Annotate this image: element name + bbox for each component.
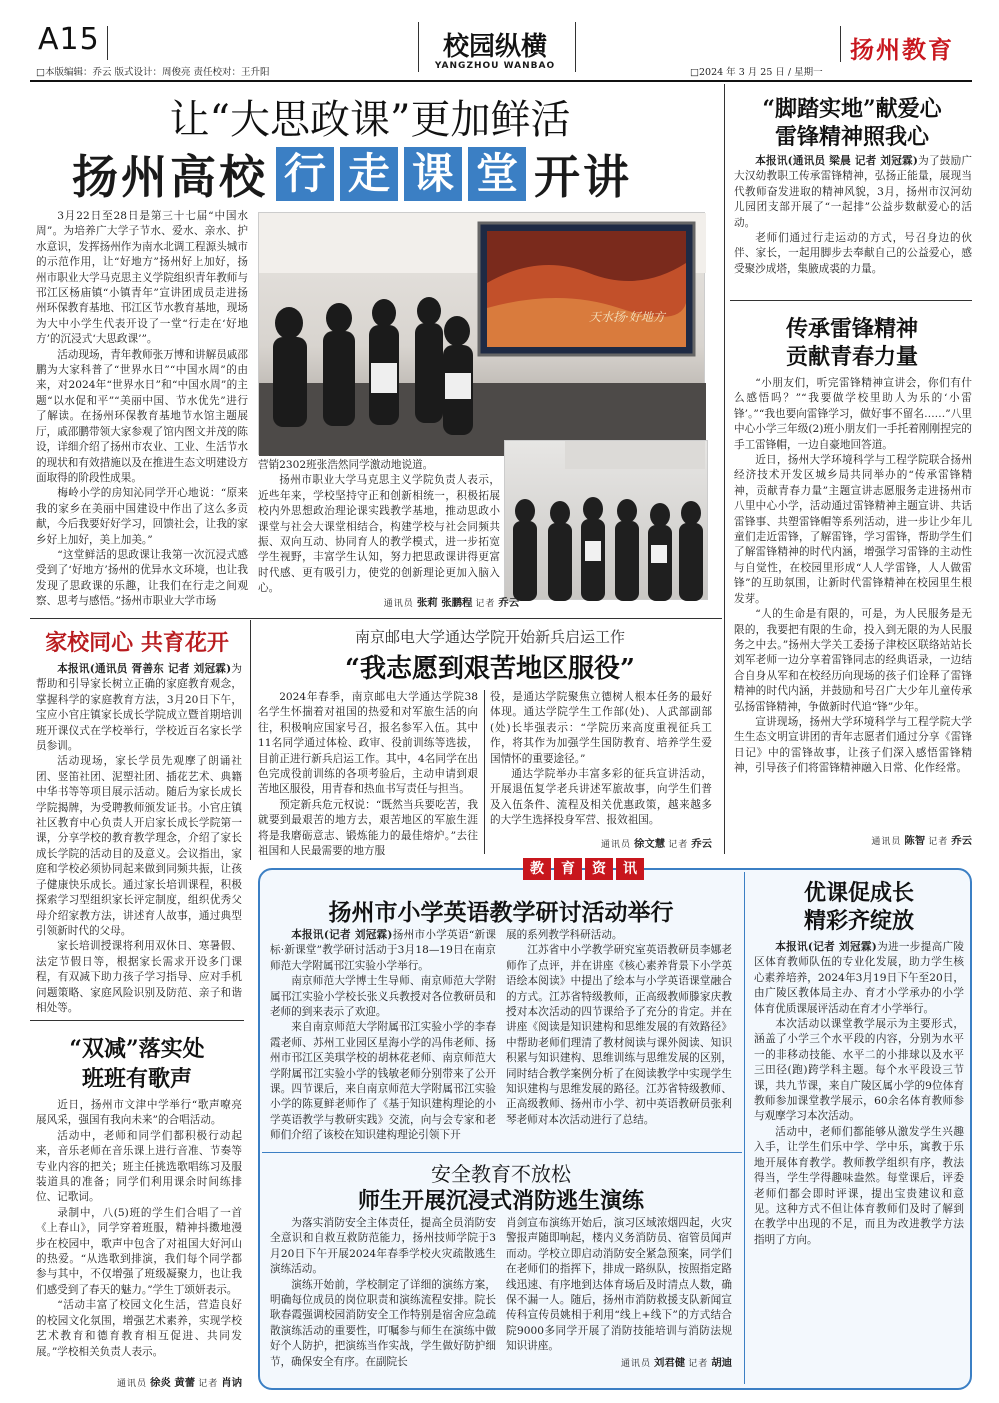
byline-role: 通讯员 — [383, 599, 414, 609]
box-col4 — [506, 1216, 732, 1353]
mid-col1 — [258, 690, 478, 862]
mid-byline — [490, 835, 712, 850]
box-right-title-a: 优课促成长 — [803, 880, 914, 906]
lead-byline-wrap — [290, 592, 610, 609]
byline-lead: (记者 刘冠霖) — [323, 929, 393, 941]
photo-exhibition-hall — [258, 212, 705, 455]
right-body-2 — [734, 376, 972, 824]
byline-names: 徐炎 黄蕾 — [150, 1377, 196, 1389]
title-char-box: 堂 — [468, 147, 526, 201]
byline-names: 陈智 — [904, 835, 926, 847]
box-paragraph — [270, 928, 496, 974]
box-paragraph: 来自南京师范大学附属邗江实验小学的李春霞老师、苏州工业园区星海小学的冯伟老师、扬州市邗江区美琪学校的胡林花老师、南京师范大学附属邗江实验小学的钱敏老师分别带来了公开课。四节课后，来自南京师范大学附属邗江实验小学的陈夏鲜老师作了《基于知识建构理论的小学英语教学与教研实践》交流，向与会专家和老师们介绍了该校在知识建构理论引领下开 — [270, 1021, 496, 1142]
right-byline-wrap — [734, 830, 972, 847]
lead-title-post: 开讲 — [534, 150, 632, 204]
column-rule — [744, 872, 745, 1384]
box-right-title-b: 精彩齐绽放 — [803, 908, 914, 934]
page-number: A15 — [38, 22, 100, 57]
masthead-divider — [840, 26, 841, 62]
lead-paragraph: 3月22日至28日是第三十七届“中国水周”。为培养广大学子节水、爱水、亲水、护水意识，发挥扬州作为南水北调工程源头城市的示范作用，让“好地方”扬州好上加好，扬州市职业大学马克思主义学院组织青年教师与邗江区杨庙镇“小镇青年”宣讲团成员走进扬州环保教育基地、邗江区节水教育基地，现场为大中小学生代表开设了一堂“行走在‘好地方’的沉浸式‘大思政课’”。 — [36, 210, 248, 346]
byline-role: 记者 — [668, 840, 689, 850]
box-title-2b: 师生开展沉浸式消防逃生演练 — [357, 1188, 644, 1214]
byline-role: 通讯员 — [621, 1359, 652, 1369]
masthead-divider — [107, 26, 108, 60]
byline-names: 乔云 — [498, 597, 520, 609]
box-col1 — [270, 928, 496, 1152]
lead-byline — [290, 594, 610, 609]
section-rule — [262, 1152, 742, 1153]
issue-date: □2024 年 3 月 25 日 / 星期一 — [690, 67, 823, 78]
masthead-editors: □本版编辑：乔云 版式设计：周俊亮 责任校对：王升阳 — [36, 67, 270, 78]
section-rule — [730, 300, 972, 301]
mid-paragraph: 2024年春季，南京邮电大学通达学院38名学生怀揣着对祖国的热爱和对军旅生活的向往，积极响应国家号召，报名参军入伍。其中11名同学通过体检、政审、役前训练等选拔，目前正进行新兵启运工作。其中，4名同学在出色完成役前训练的各项考验后，主动申请到艰苦地区服役，用青春和热血书写责任与担当。 — [258, 691, 478, 796]
badge-char: 资 — [585, 858, 613, 880]
column-rule — [250, 620, 251, 860]
mid-kicker: 南京邮电大学通达学院开始新兵启运工作 — [354, 628, 625, 646]
right-body-1 — [734, 154, 972, 294]
box-paragraph: 肖剑宣布演练开始后，演习区域浓烟四起，火灾警报声随即响起，楼内义务消防员、宿管员闻声而动。学校立即启动消防安全紧急预案，同学们在老师们的指挥下，排成一路纵队，按照指定路线迅速、有序地到达体育场后及时清点人数，确保不漏一人。随后，扬州市消防救援支队新闻宣传科宣传员姚相于利用“线上+线下”的方式结合院9000多同学开展了消防技能培训与消防法规知识讲座。 — [506, 1217, 732, 1353]
column-rule — [484, 690, 485, 854]
box-right-body — [754, 940, 964, 1380]
section-rule — [30, 1020, 244, 1021]
lead-kicker: 让“大思政课”更加鲜活 — [169, 97, 571, 143]
byline-names: 张莉 张鹏程 — [416, 597, 473, 609]
right-paragraph — [734, 154, 972, 231]
right-paragraph: “人的生命是有限的，可是，为人民服务是无限的，我要把有限的生命，投入到无限的为人民服务之中去。”扬州大学关工委扬子津校区联络站站长刘军老师一边分享着雷锋同志的经典语录，一边结合自身从军和在校经历向现场的孩子们诠释了雷锋精神的时代内涵，并鼓励和号召广大少年儿童传承弘扬雷锋精神，争做新时代追“锋”少年。 — [734, 608, 972, 713]
brand-logo: 扬州教育 — [850, 35, 954, 64]
box-paragraph — [754, 940, 964, 1017]
box-badge — [523, 858, 644, 880]
right-paragraph: 近日，扬州大学环境科学与工程学院联合扬州经济技术开发区城乡局共同举办的“传承雷锋精神，贡献青春力量”主题宣讲志愿服务走进扬州市八里中心小学，活动通过雷锋精神主题宣讲、共话雷锋事、共塑雷锋帽等系列活动，进一步让少年儿童们走近雷锋，了解雷锋，学习雷锋，帮助学生们了解雷锋精神的时代内涵，增强学习雷锋的主动性与自觉性，在校园里形成“人人学雷锋，人人做雷锋”的互助氛围，让新时代雷锋精神在校园里生根发芽。 — [734, 454, 972, 605]
box-title: 扬州市小学英语教学研讨活动举行 — [328, 899, 674, 926]
badge-char: 讯 — [616, 858, 644, 880]
byline-role: 记者 — [198, 1379, 219, 1389]
section-rule — [30, 618, 722, 619]
left-title-2b: 班班有歌声 — [81, 1066, 192, 1092]
right-byline — [734, 832, 972, 847]
paragraph-text: 为帮助和引导家长树立正确的家庭教育观念，掌握科学的家庭教育方法，3月20日下午，宝应小官庄镇家长成长学院成立暨首期培训班开课仪式在学校举行，学校近百名家长学员参训。 — [36, 663, 243, 753]
byline-lead: (通讯员 胥善东 记者 刘冠霖) — [89, 663, 232, 675]
lead-paragraph: 扬州市职业大学马克思主义学院负责人表示，近些年来，学校坚持守正和创新相统一，积极拓展校内外思想政治理论课实践教学基地，推动思政小课堂与社会大课堂相结合，构建学校与社会同频共振、双向互动、协同育人的教学模式，进一步拓宽学生视野，丰富学生认知，努力把思政课讲得更富时代感、更有吸引力，使党的创新理论更加入脑入心。 — [258, 474, 500, 595]
left-paragraph: “活动丰富了校园文化生活，营造良好的校园文化氛围，增强艺术素养，实现学校艺术教育和德育教育相互促进、共同发展。”学校相关负责人表示。 — [36, 1299, 242, 1358]
left-title-2a: “双减”落实处 — [69, 1036, 205, 1062]
masthead-divider — [418, 22, 419, 72]
lead-paragraph: 梅岭小学的房知沁同学开心地说：“原来我的家乡在美丽中国建设中作出了这么多贡献，今后我要好好学习，回馈社会，让我的家乡好上加好，美上加美。” — [36, 487, 248, 546]
box-byline-wrap — [506, 1352, 732, 1369]
byline-role: 通讯员 — [601, 840, 632, 850]
byline-names: 徐文慧 — [634, 838, 666, 850]
photo-illustration — [505, 441, 709, 601]
box-paragraph: 江苏省中小学教学研究室英语教研员李娜老师作了点评，并在讲座《核心素养背景下小学英语绘本阅读》中提出了绘本与小学英语课堂融合的方式。江苏省特级教师，正高级教师滕家庆教授对本次活动的四节课给予了充分的肯定。并在讲座《阅读是知识建构和思维发展的有效路径》中帮助老师们理清了教材阅读与课外阅读、知识积累与知识建构、思维训练与思维发展的区别，同时结合教学案例分析了在阅读教学中实现学生知识建构与思维发展的路径。江苏省特级教师、正高级教师、扬州市小学、初中英语教研员张利琴老师对本次活动进行了总结。 — [506, 944, 732, 1126]
left-paragraph: 录制中，八(5)班的学生们合唱了一首《上春山》，同学穿着班服，精神抖擞地漫步在校园中，歌声中包含了对祖国大好河山的热爱。“从选歌到排演，我们每个同学都参与其中，不仅增强了班级凝聚力，也让我们感受到了春天的魅力。”学生丁颂妍表示。 — [36, 1206, 242, 1296]
paragraph-text: 为进一步提高广陵区体育教师队伍的专业化发展，助力学生核心素养培养，2024年3月19日下午至20日，由广陵区教体局主办、育才小学承办的小学体育优质课展评活动在育才小学举行。 — [754, 941, 965, 1015]
right-title-1b: 雷锋精神照我心 — [774, 124, 929, 150]
badge-char: 育 — [554, 858, 582, 880]
byline-lead: 本报讯 — [291, 929, 324, 941]
byline-lead: 本报讯 — [755, 155, 788, 167]
left-paragraph: 近日，扬州市文津中学举行“歌声嘹亮展风采，强国有我向未来”的合唱活动。 — [36, 1099, 242, 1127]
paragraph-text: 扬州市小学英语“新课标·新课堂”教学研讨活动于3月18—19日在南京师范大学附属邗江实验小学举行。 — [270, 929, 497, 972]
mid-paragraph: 役，是通达学院聚焦立德树人根本任务的最好体现。通达学院学生工作部(处)、人武部副部(处)长毕强表示：“学院历来高度重视征兵工作，将其作为加强学生国防教育、培养学生爱国情怀的重要途径。” — [490, 691, 712, 765]
right-paragraph: 宣讲现场，扬州大学环境科学与工程学院大学生生态文明宣讲团的青年志愿者们通过分享《雷锋日记》中的雷锋故事，让孩子们深入感悟雷锋精神，引导孩子们将雷锋精神融入日常、化作经常。 — [734, 715, 972, 775]
right-title-1a: “脚踏实地”献爱心 — [762, 96, 942, 122]
lead-col2 — [258, 458, 500, 595]
box-paragraph: 本次活动以课堂教学展示为主要形式，涵盖了小学三个水平段的内容，分别为水平一的非移动技能、水平二的小排球以及水平三田径(跑)跨学科主题。每个水平段设三节课，共九节课，来自广陵区属小学的9位体育教师参加课堂教学展示，60余名体育教师参与观摩学习本次活动。 — [754, 1018, 964, 1123]
left-col-body-2 — [36, 1098, 242, 1364]
byline-names: 乔云 — [951, 835, 972, 847]
left-paragraph — [36, 662, 242, 754]
paper-en-name: YANGZHOU WANBAO — [434, 61, 556, 71]
paragraph-text: 为了鼓励广大汉幼教职工传承雷锋精神，弘扬正能量，展现当代教师奋发进取的精神风貌，3月，扬州市汉河幼儿园团支部开展了“一起排”公益步数献爱心的活动。 — [734, 155, 973, 229]
mid-paragraph: 预定新兵危元权说：“既然当兵要吃苦，我就要到最艰苦的地方去，艰苦地区的军旅生涯将是我磨砺意志、锻炼能力的最佳熔炉。”去往祖国和人民最需要的地方服 — [258, 798, 478, 858]
screen-caption: 天水扬·好地方 — [589, 310, 665, 324]
right-paragraph: “小朋友们，听完雷锋精神宣讲会，你们有什么感悟吗？”“我要做学校里助人为乐的‘小雷锋’。”“我也要向雷锋学习，做好事不留名……”八里中心小学三年级(2)班小朋友们一手托着刚刚捏完的手工雷锋帽，一边自豪地回答道。 — [734, 377, 972, 451]
box-byline — [506, 1354, 732, 1369]
box-paragraph: 活动中，老师们都能够从激发学生兴趣入手，让学生们乐中学、学中乐，寓教于乐地开展体育教学。教师教学组织有序，教法得当，学生学得趣味盎然。每堂课后，评委老师们都会即时评课，提出宝贵建议和意见。这种方式不但让体育教师们及时了解到在教学中出现的不足，而且为改进教学方法指明了方向。 — [754, 1125, 964, 1246]
masthead-rule — [30, 80, 972, 82]
byline-role: 记者 — [475, 599, 496, 609]
lead-col1 — [36, 209, 248, 607]
box-paragraph: 展的系列教学科研活动。 — [506, 929, 623, 941]
left-paragraph: 家长培训授课将利用双休日、寒暑假、法定节假日等，根据家长需求开设多门课程，有双减下助力孩子学习指导、应对手机问题策略、家庭风险识别及防范、亲子和谐相处等。 — [36, 940, 242, 1014]
section-title: 校园纵横 — [442, 32, 547, 62]
mid-title: “我志愿到艰苦地区服役” — [345, 654, 635, 684]
lead-title-pre: 扬州高校 — [72, 150, 268, 204]
byline-lead: 本报讯 — [775, 941, 808, 953]
lead-paragraph: 营销2302班张浩然同学激动地说道。 — [258, 459, 434, 471]
mid-byline-wrap — [490, 833, 712, 850]
photo-students-group — [504, 440, 708, 600]
title-char-box: 行 — [276, 147, 334, 201]
byline-lead: (通讯员 梁晨 记者 刘冠霖) — [787, 155, 918, 167]
box-paragraph: 南京师范大学博士生导师、南京师范大学附属邗江实验小学校长张义兵教授对各位教研员和老师的到来表示了欢迎。 — [270, 975, 496, 1019]
byline-lead: 本报讯 — [57, 663, 90, 675]
box-col3 — [270, 1216, 496, 1368]
box-paragraph: 演练开始前，学校制定了详细的演练方案，明确每位成员的岗位职责和演练流程安排。院长耿春霞强调校园消防安全工作特别是宿舍应急疏散演练活动的重要性，叮嘱参与师生在演练中做好个人防护，把演练当作实战，学生做好防护细节，确保安全有序。在副院长 — [270, 1278, 496, 1368]
column-rule — [724, 84, 725, 854]
left-col-body — [36, 662, 242, 1012]
box-col2 — [506, 928, 732, 1152]
left-paragraph: 活动中，老师和同学们都积极行动起来，音乐老师在音乐课上进行音准、节奏等专业内容的把关；班主任挑选歌唱练习及服装道具的准备；同学们利用课余时间练排位、记歌词。 — [36, 1129, 242, 1204]
left-title: 家校同心 共育花开 — [45, 630, 229, 656]
right-title-2b: 贡献青春力量 — [785, 344, 918, 370]
byline-lead: (记者 刘冠霖) — [807, 941, 877, 953]
masthead-divider — [575, 22, 576, 72]
lead-paragraph: 活动现场，青年教师张万博和讲解员戚邵鹏为大家科普了“世界水日”“中国水周”的由来，对2024年“世界水日”和“中国水周”的主题“以水促和平”“美丽中国、节水优先”进行了解读。在扬州环保教育基地节水馆主题展厅，戚邵鹏带领大家参观了馆内图文并茂的陈设，详细介绍了扬州市农业、工业、生活节水的现状和有效措施以及在推进生态文明建设方面取得的阶段性成果。 — [36, 348, 248, 484]
left-byline — [36, 1374, 242, 1389]
box-title-2a: 安全教育不放松 — [431, 1162, 571, 1186]
badge-char: 教 — [523, 858, 551, 880]
title-char-box: 走 — [340, 147, 398, 201]
box-paragraph: 为落实消防安全主体责任，提高全员消防安全意识和自救互救防范能力，扬州技师学院于3月20日下午开展2024年春季学校火灾疏散逃生演练活动。 — [270, 1217, 496, 1276]
right-title-2a: 传承雷锋精神 — [785, 316, 918, 342]
byline-names: 胡迪 — [711, 1357, 732, 1369]
lead-paragraph: “这堂鲜活的思政课让我第一次沉浸式感受到了‘好地方’扬州的优异水文环境，也让我发现了思政课的乐趣，让我们在行走之间观察、思考与感悟。”扬州市职业大学市场 — [36, 548, 248, 608]
byline-role: 通讯员 — [871, 837, 902, 847]
byline-names: 刘君健 — [654, 1357, 686, 1369]
byline-names: 肖讷 — [221, 1377, 242, 1389]
right-paragraph: 老师们通过行走运动的方式，号召身边的伙伴、家长，一起用脚步去奉献自己的公益爱心，感受聚沙成塔，集腋成裘的力量。 — [734, 232, 972, 275]
mid-paragraph: 通达学院举办丰富多彩的征兵宣讲活动，开展退伍复学老兵讲述军旅故事，向学生们普及入伍条件、流程及相关优惠政策，越来越多的大学生选择投身军营、报效祖国。 — [490, 768, 712, 827]
photo-illustration — [259, 213, 706, 456]
left-byline-wrap — [36, 1372, 242, 1389]
left-paragraph: 活动现场，家长学员先观摩了朗诵社团、竖笛社团、泥塑社团、插花艺术、典籍中华书等等项目展示活动。随后为家长成长学院揭牌，为受聘教师颁发证书。小官庄镇社区教育中心负责人开启家长成长学院第一课，分享学校的教育教学理念，介绍了家长成长学院的活动目的及意义。会议指出，家庭和学校必须协同起来做到同频共振，让孩子健康快乐成长。通过家长培训课程，积极探索学习型组织家长评定制度，组织优秀父母介绍家教方法，讲述育人故事，通过典型引领新时代的父母。 — [36, 755, 242, 937]
byline-role: 记者 — [928, 837, 949, 847]
byline-role: 通讯员 — [117, 1379, 148, 1389]
title-char-box: 课 — [404, 147, 462, 201]
byline-names: 乔云 — [691, 838, 712, 850]
lead-title — [72, 146, 672, 202]
byline-role: 记者 — [688, 1359, 709, 1369]
mid-col2 — [490, 690, 712, 838]
